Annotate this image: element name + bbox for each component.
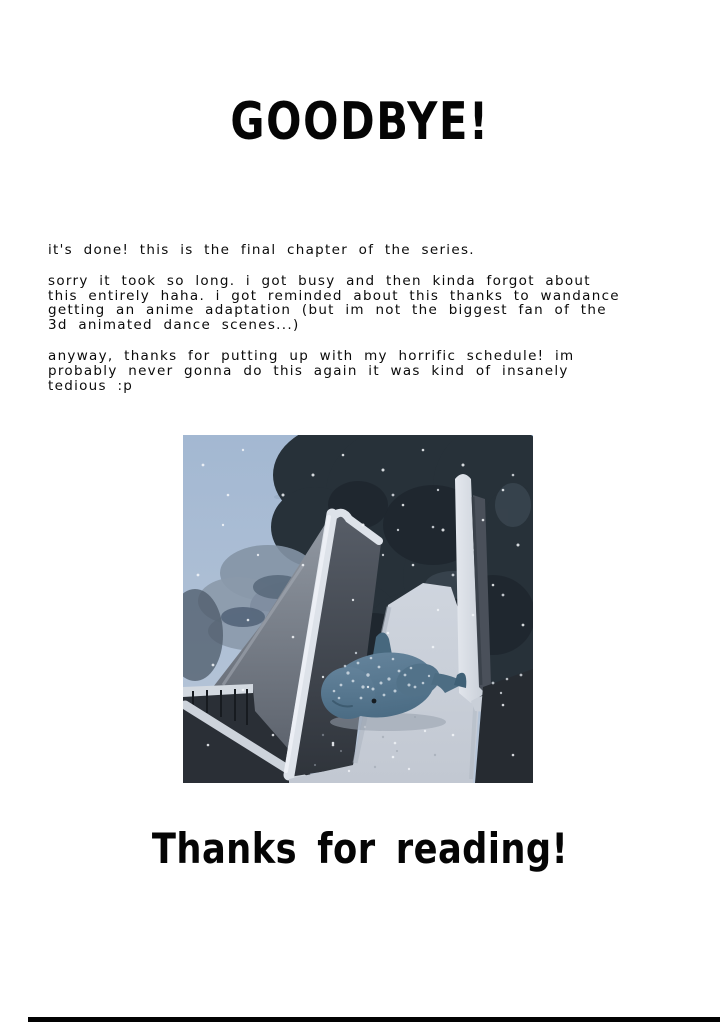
text-line: probably never gonna do this again it was kind of insanely [48, 362, 569, 379]
text-line: it's done! this is the final chapter of the series. [48, 242, 475, 258]
thanks-message: Thanks for reading! [151, 824, 569, 873]
text-line: sorry it took so long. i got busy and then kinda forgot about [48, 272, 591, 289]
text-line: getting an anime adaptation (but im not the biggest fan of the [48, 302, 607, 319]
page-title: GOODBYE! [230, 92, 490, 152]
author-note [48, 243, 620, 409]
paragraph [48, 243, 620, 258]
text-line: this entirely haha. i got reminded about this thanks to wandance [48, 287, 620, 304]
next-page-edge [28, 1017, 720, 1022]
paragraph [48, 274, 620, 333]
text-line: tedious :p [48, 377, 134, 394]
photo-illustration [183, 435, 533, 783]
text-line: 3d animated dance scenes...) [48, 317, 300, 334]
text-line: anyway, thanks for putting up with my horrific schedule! im [48, 347, 575, 364]
photo-whale-shark-plush-on-snowy-slide [183, 435, 533, 783]
paragraph [48, 349, 620, 393]
